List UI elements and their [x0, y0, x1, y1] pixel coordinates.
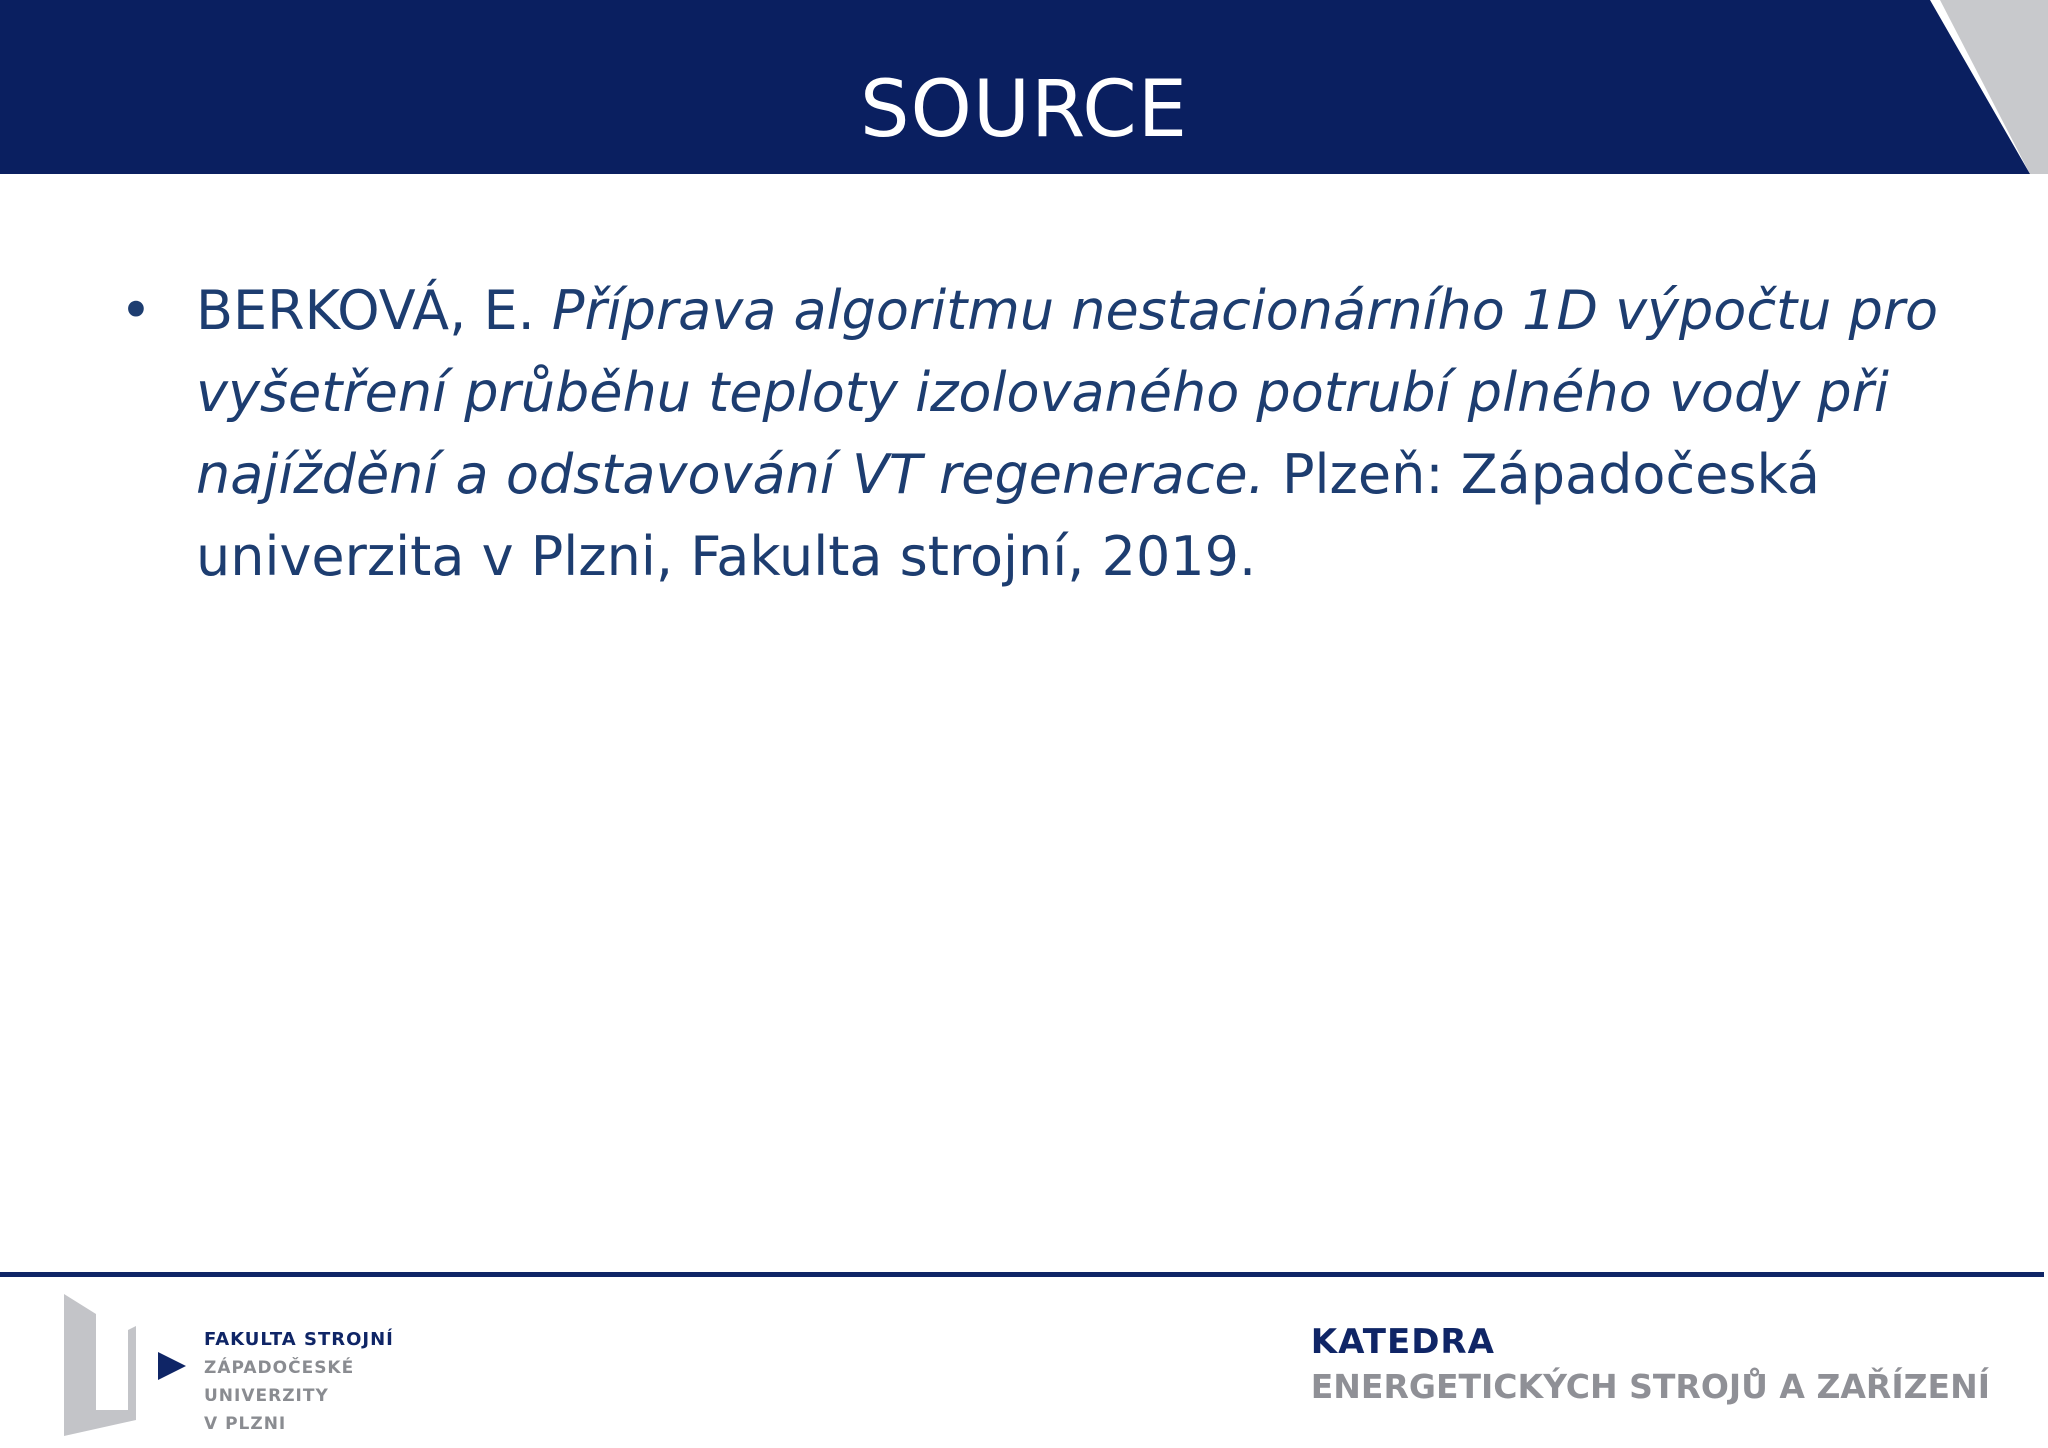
faculty-name: FAKULTA STROJNÍ — [204, 1329, 394, 1350]
faculty-university-line-2: UNIVERZITY — [204, 1386, 329, 1406]
slide-header — [0, 0, 2048, 174]
faculty-university-line-3: V PLZNI — [204, 1414, 287, 1434]
department-block — [1311, 1320, 1990, 1410]
citation-author: BERKOVÁ, E. — [196, 279, 552, 342]
bullet-list — [120, 270, 1940, 598]
faculty-university-line-1: ZÁPADOČESKÉ — [204, 1358, 355, 1378]
slide-content — [120, 270, 1940, 598]
faculty-block — [204, 1326, 394, 1438]
footer-divider — [0, 1272, 2044, 1277]
department-name: ENERGETICKÝCH STROJŮ A ZAŘÍZENÍ — [1310, 1367, 1990, 1406]
citation-publication: Plzeň: Západočeská univerzita v Plzni, Fakulta strojní, 2019. — [196, 443, 1820, 588]
slide-title: SOURCE — [859, 65, 1189, 155]
list-item — [120, 270, 1940, 598]
department-label: KATEDRA — [1310, 1322, 1495, 1362]
citation-title: Příprava algoritmu nestacionárního 1D výpočtu pro vyšetření průběhu teploty izolovaného potrubí plného vody při najíždění a odstavování VT regenerace. — [196, 279, 1939, 506]
bullet-icon: • — [120, 279, 152, 342]
